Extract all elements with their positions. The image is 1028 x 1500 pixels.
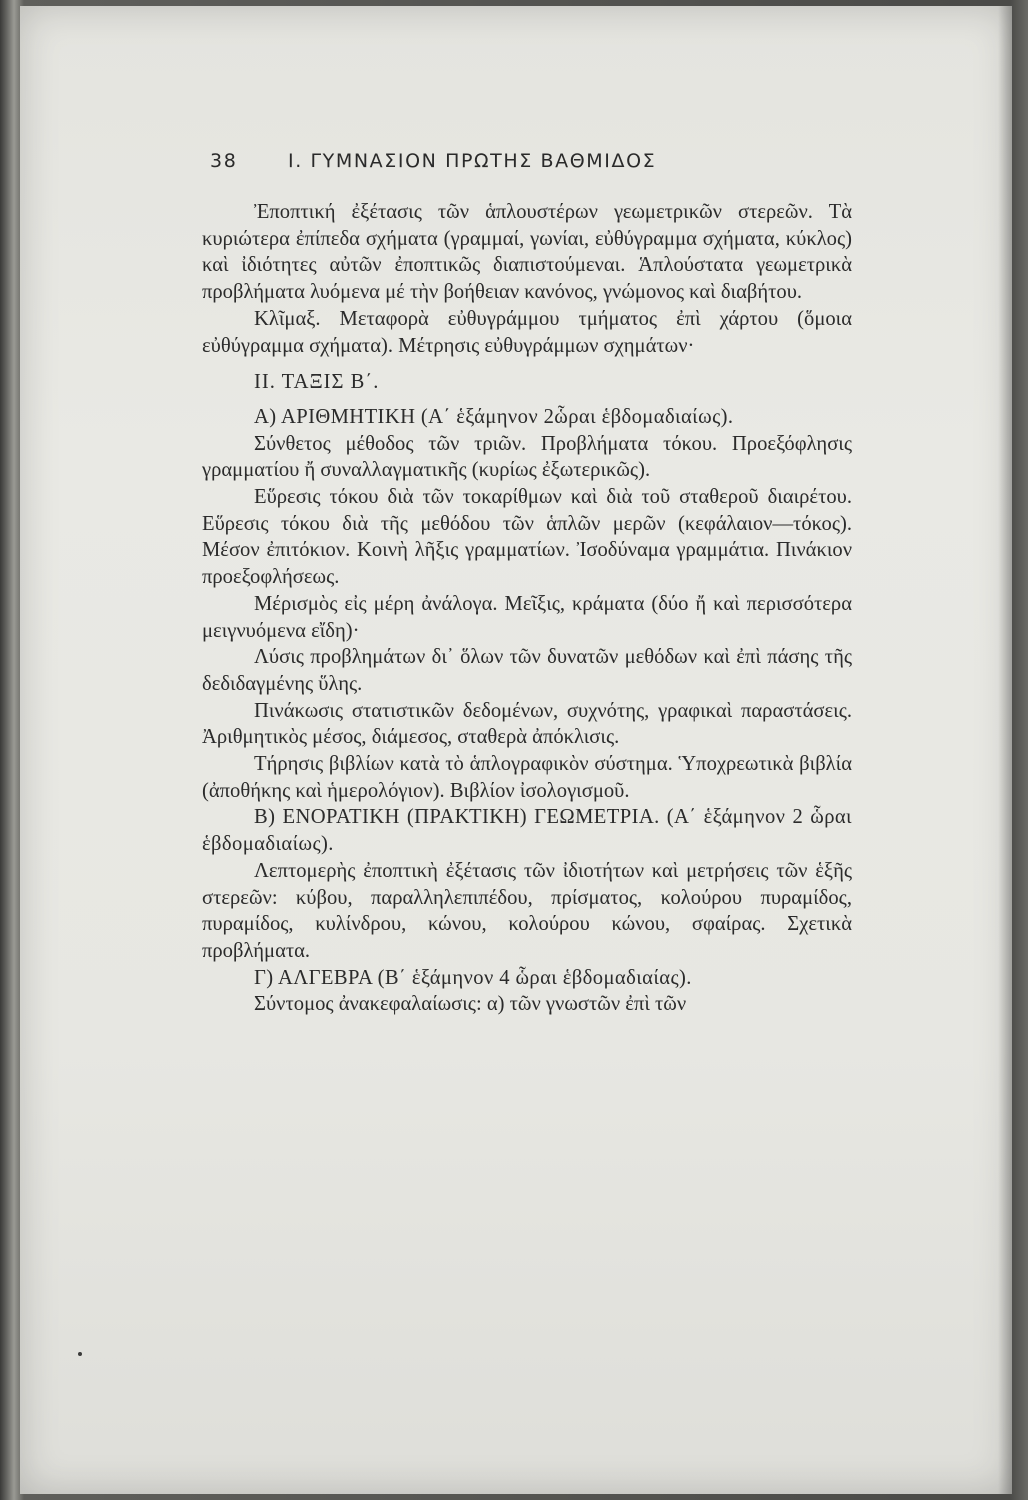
- paragraph: Πινάκωσις στατιστικῶν δεδομένων, συχνότης, γραφικαὶ παραστάσεις. Ἀριθμητικὸς μέσος, διάμεσος, σταθερὰ ἀπόκλισις.: [202, 699, 852, 749]
- subsection-heading: Α) ΑΡΙΘΜΗΤΙΚΗ (Α΄ ἑξάμηνον 2ὧραι ἑβδομαδιαίως).: [254, 405, 734, 428]
- subsection-heading: Β) ΕΝΟΡΑΤΙΚΗ (ΠΡΑΚΤΙΚΗ) ΓΕΩΜΕΤΡΙΑ. (Α΄ ἑξάμηνον 2 ὧραι ἑβδομαδιαίως).: [202, 806, 852, 856]
- running-header: [210, 150, 810, 172]
- page-number: 38: [210, 150, 238, 172]
- paragraph: Κλῖμαξ. Μεταφορὰ εὐθυγράμμου τμήματος ἐπὶ χάρτου (ὅμοια εὐθύγραμμα σχήματα). Μέτρησις εὐθυγράμμων σχημάτων·: [202, 307, 852, 357]
- section-heading: ΙΙ. ΤΑΞΙΣ Β΄.: [254, 371, 380, 394]
- body-text: [202, 199, 852, 1018]
- page-edge-shadow: [998, 6, 1012, 1494]
- paragraph: Τήρησις βιβλίων κατὰ τὸ ἁπλογραφικὸν σύστημα. Ὑποχρεωτικὰ βιβλία (ἀποθήκης καὶ ἡμερολόγιον). Βιβλίον ἰσολογισμοῦ.: [202, 753, 852, 802]
- paragraph: Σύντομος ἀνακεφαλαίωσις: α) τῶν γνωστῶν ἐπὶ τῶν: [254, 993, 687, 1016]
- paragraph: Εὕρεσις τόκου διὰ τῶν τοκαρίθμων καὶ διὰ τοῦ σταθεροῦ διαιρέτου. Εὕρεσις τόκου διὰ τῆς μεθόδου τῶν ἁπλῶν μερῶν (κεφάλαιον—τόκος). Μέσον ἐπιτόκιον. Κοινὴ λῆξις γραμματίων. Ἰσοδύναμα γραμμάτια. Πινάκιον προεξοφλήσεως.: [202, 486, 852, 589]
- paragraph: Ἐποπτική ἐξέτασις τῶν ἁπλουστέρων γεωμετρικῶν στερεῶν. Τὰ κυριώτερα ἐπίπεδα σχήματα (γραμμαί, γωνίαι, εὐθύγραμμα σχήματα, κύκλος) καὶ ἰδιότητες αὐτῶν ἐποπτικῶς διαπιστούμεναι. Ἁπλούστατα γεωμετρικὰ προβλήματα λυόμενα μέ τὴν βοήθειαν κανόνος, γνώμονος καὶ διαβήτου.: [202, 201, 852, 304]
- paragraph: Λύσις προβλημάτων δι᾽ ὅλων τῶν δυνατῶν μεθόδων καὶ ἐπὶ πάσης τῆς δεδιδαγμένης ὕλης.: [202, 646, 852, 695]
- paragraph: Μέρισμὸς εἰς μέρη ἀνάλογα. Μεῖξις, κράματα (δύο ἤ καὶ περισσότερα μειγνυόμενα εἴδη)·: [202, 592, 852, 642]
- running-title: Ι. ΓΥΜΝΑΣΙΟΝ ΠΡΩΤΗΣ ΒΑΘΜΙΔΟΣ: [288, 150, 657, 172]
- subsection-heading: Γ) ΑΛΓΕΒΡΑ (Β΄ ἑξάμηνον 4 ὧραι ἑβδομαδιαίας).: [254, 966, 692, 989]
- paragraph: Σύνθετος μέθοδος τῶν τριῶν. Προβλήματα τόκου. Προεξόφλησις γραμματίου ἤ συναλλαγματικῆς (κυρίως ἐξωτερικῶς).: [202, 432, 852, 482]
- paragraph: Λεπτομερὴς ἐποπτικὴ ἐξέτασις τῶν ἰδιοτήτων καὶ μετρήσεις τῶν ἑξῆς στερεῶν: κύβου, παραλληλεπιπέδου, πρίσματος, κολούρου πυραμίδος, πυραμίδος, κυλίνδρου, κώνου, κολούρου κώνου, σφαίρας. Σχετικὰ προβλήματα.: [202, 859, 852, 962]
- ink-speck: [78, 1352, 82, 1356]
